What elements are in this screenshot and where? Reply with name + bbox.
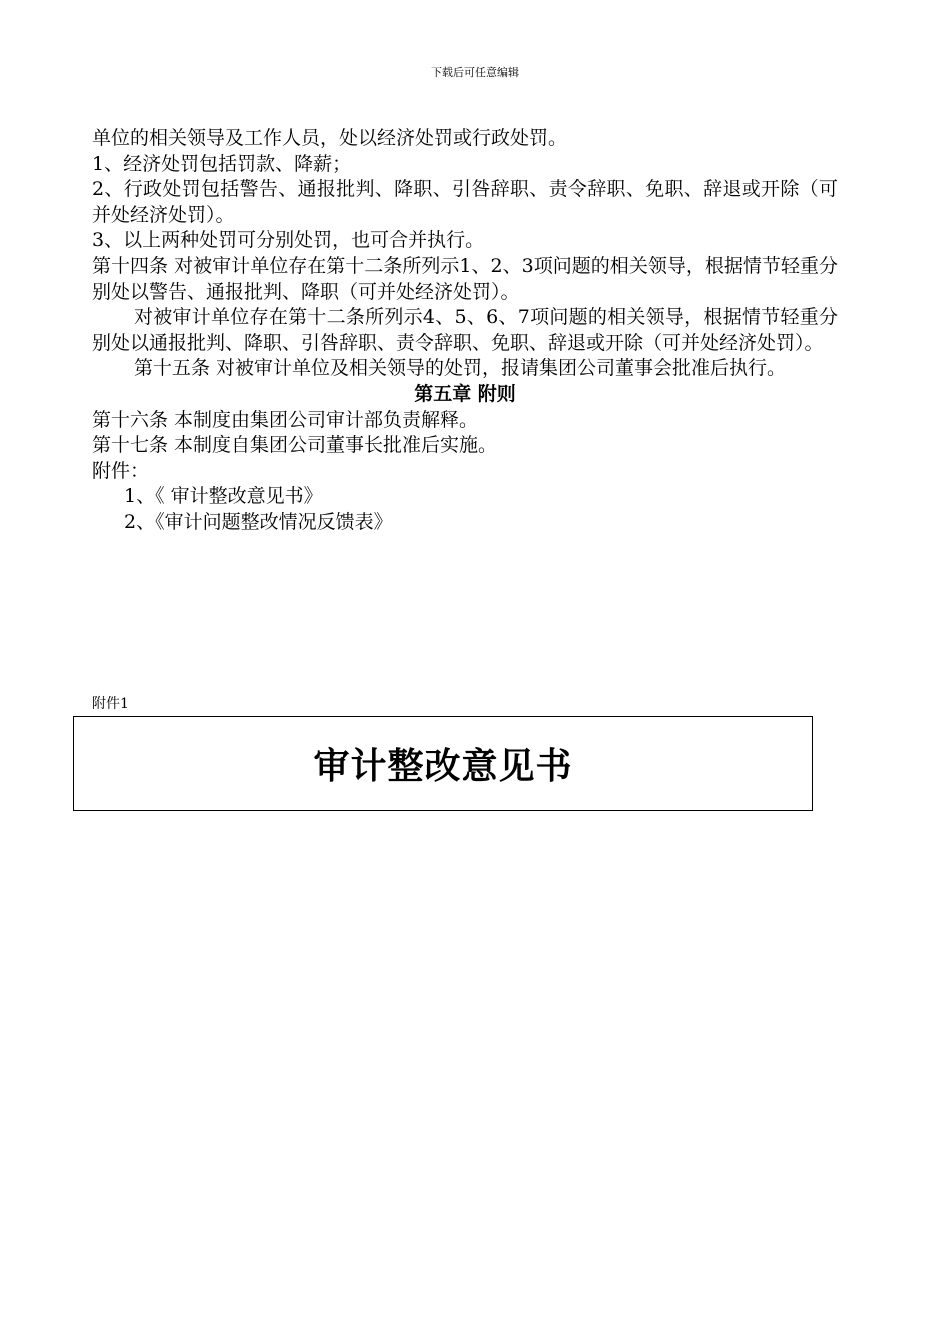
article-17: 第十七条 本制度自集团公司董事长批准后实施。 [92, 434, 498, 457]
appendix-title: 审计整改意见书 [313, 746, 573, 787]
article-16: 第十六条 本制度由集团公司审计部负责解释。 [92, 408, 479, 431]
article-14-continued: 对被审计单位存在第十二条所列示4、5、6、7项问题的相关领导，根据情节轻重分别处以通报批判、降职、引咎辞职、责令辞职、免职、辞退或开除（可并处经济处罚）。 [92, 306, 838, 354]
appendix-label: 附件1 [92, 696, 129, 712]
chapter-title: 第五章 附则 [414, 382, 516, 405]
paragraph-combined-penalty: 3、以上两种处罚可分别处罚，也可合并执行。 [92, 229, 485, 252]
article-14: 第十四条 对被审计单位存在第十二条所列示1、2、3项问题的相关领导，根据情节轻重分别处以警告、通报批判、降职（可并处经济处罚）。 [92, 254, 838, 303]
paragraph-economic-penalty: 1、经济处罚包括罚款、降薪； [92, 152, 352, 175]
page-header: 下载后可任意编辑 [431, 66, 519, 79]
paragraph-administrative-penalty: 2、行政处罚包括警告、通报批判、降职、引咎辞职、责令辞职、免职、辞退或开除（可并处经济处罚）。 [92, 178, 838, 226]
appendix-title-box [73, 716, 813, 811]
article-15: 第十五条 对被审计单位及相关领导的处罚，报请集团公司董事会批准后执行。 [134, 357, 787, 380]
attachments-label: 附件： [92, 459, 150, 482]
attachment-item-2: 2、《审计问题整改情况反馈表》 [124, 510, 393, 533]
document-body [92, 126, 838, 536]
paragraph-penalty-intro: 单位的相关领导及工作人员，处以经济处罚或行政处罚。 [92, 127, 568, 149]
attachment-item-1: 1、《 审计整改意见书》 [124, 485, 323, 508]
